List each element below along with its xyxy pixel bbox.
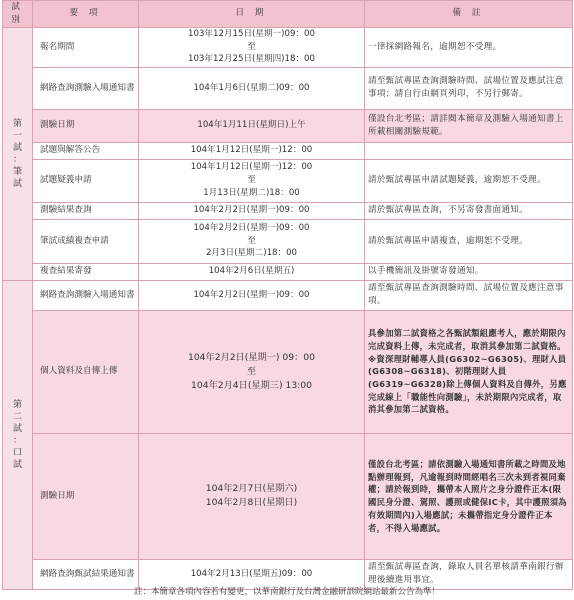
item-cell: 試題疑義申請 bbox=[33, 159, 139, 202]
item-cell: 測驗結果查詢 bbox=[33, 202, 139, 219]
note-cell: 請於甄試專區查詢，不另寄發書面通知。 bbox=[365, 202, 573, 219]
note-cell: 請至甄試專區查詢，錄取人員名單核請華南銀行辦理後續進用事宜。 bbox=[365, 559, 573, 589]
note-cell: 具參加第二試資格之各甄試類組應考人，應於期限內完成資料上傳，未完成者，取消其參加第二試資格。 ※資深理財輔導人員(G6302~G6305)、理財人員(G6308~G6318)、初階理財人員(G6319~G6328)除上傳個人資料及自傳外，另應完成線上「職能性向測驗」，未於期限內完成者，取消其參加第二試資格。 bbox=[365, 310, 573, 433]
table-row bbox=[3, 280, 573, 310]
header-session: 試別 bbox=[3, 1, 33, 28]
table-row bbox=[3, 219, 573, 263]
item-cell: 複查結果寄發 bbox=[33, 263, 139, 280]
footnote: 註：本簡章各項內容若有變更，以華南銀行及台灣金融研訓院網站最新公告為準！ bbox=[133, 587, 440, 597]
table-row bbox=[3, 263, 573, 280]
note-cell: 請於甄試專區申請試題疑義，逾期恕不受理。 bbox=[365, 159, 573, 202]
item-cell: 測驗日期 bbox=[33, 109, 139, 142]
date-cell: 104年2月2日(星期一)09：00 bbox=[139, 280, 365, 310]
date-cell: 103年12月15日(星期一)09：00 至 103年12月25日(星期四)18：00 bbox=[139, 27, 365, 67]
header-date: 日 期 bbox=[139, 1, 365, 28]
header-note: 備 註 bbox=[365, 1, 573, 28]
session2-label: 第 二 試 ： 口 試 bbox=[3, 280, 33, 589]
date-cell: 104年1月6日(星期二)09：00 bbox=[139, 67, 365, 109]
date-cell: 104年1月11日(星期日)上午 bbox=[139, 109, 365, 142]
table-row bbox=[3, 310, 573, 433]
schedule-table bbox=[2, 0, 573, 590]
item-cell: 報名期間 bbox=[33, 27, 139, 67]
date-cell: 104年2月2日(星期一)09：00 至 2月3日(星期二)18：00 bbox=[139, 219, 365, 263]
table-row bbox=[3, 433, 573, 559]
session1-label: 第 一 試 ： 筆 試 bbox=[3, 27, 33, 280]
note-cell bbox=[365, 142, 573, 159]
header-item: 要 項 bbox=[33, 1, 139, 28]
note-cell: 僅設台北考區；請詳閱本簡章及測驗入場通知書上所載相關測驗規範。 bbox=[365, 109, 573, 142]
item-cell: 筆試成績複查申請 bbox=[33, 219, 139, 263]
table-row bbox=[3, 67, 573, 109]
date-cell: 104年2月13日(星期五)09：00 bbox=[139, 559, 365, 589]
date-cell: 104年2月7日(星期六) 104年2月8日(星期日) bbox=[139, 433, 365, 559]
table-row bbox=[3, 27, 573, 67]
note-cell: 請至甄試專區查詢測驗時間、試場位置及應試注意事項；請自行由網頁列印，不另行郵寄。 bbox=[365, 67, 573, 109]
item-cell: 測驗日期 bbox=[33, 433, 139, 559]
note-cell: 以手機簡訊及掛號寄發通知。 bbox=[365, 263, 573, 280]
date-cell: 104年1月12日(星期一)12：00 bbox=[139, 142, 365, 159]
item-cell: 網路查詢測驗入場通知書 bbox=[33, 67, 139, 109]
date-cell: 104年2月2日(星期一) 09：00 至 104年2月4日(星期三) 13:00 bbox=[139, 310, 365, 433]
table-row bbox=[3, 142, 573, 159]
date-cell: 104年1月12日(星期一)12：00 至 1月13日(星期二)18：00 bbox=[139, 159, 365, 202]
note-cell: 請至甄試專區查詢測驗時間、試場位置及應注意事項。 bbox=[365, 280, 573, 310]
table-row bbox=[3, 109, 573, 142]
note-cell: 僅設台北考區；請依測驗入場通知書所載之時間及地點辦理報到，凡逾報到時間經唱名三次未到者視同棄權；請於報到時，攜帶本人照片之身分證件正本(限國民身分證、駕照、護照或健保IC卡，其中護照須為有效期間內)入場應試；未攜帶指定身分證件正本者，不得入場應試。 bbox=[365, 433, 573, 559]
table-row bbox=[3, 202, 573, 219]
item-cell: 個人資料及自傳上傳 bbox=[33, 310, 139, 433]
note-cell: 請於甄試專區申請複查，逾期恕不受理。 bbox=[365, 219, 573, 263]
note-cell: 一律採網路報名，逾期恕不受理。 bbox=[365, 27, 573, 67]
date-cell: 104年2月6日(星期五) bbox=[139, 263, 365, 280]
item-cell: 網路查詢甄試結果通知書 bbox=[33, 559, 139, 589]
item-cell: 網路查詢測驗入場通知書 bbox=[33, 280, 139, 310]
header-row bbox=[3, 1, 573, 28]
item-cell: 試題與解答公告 bbox=[33, 142, 139, 159]
date-cell: 104年2月2日(星期一)09：00 bbox=[139, 202, 365, 219]
table-row bbox=[3, 159, 573, 202]
